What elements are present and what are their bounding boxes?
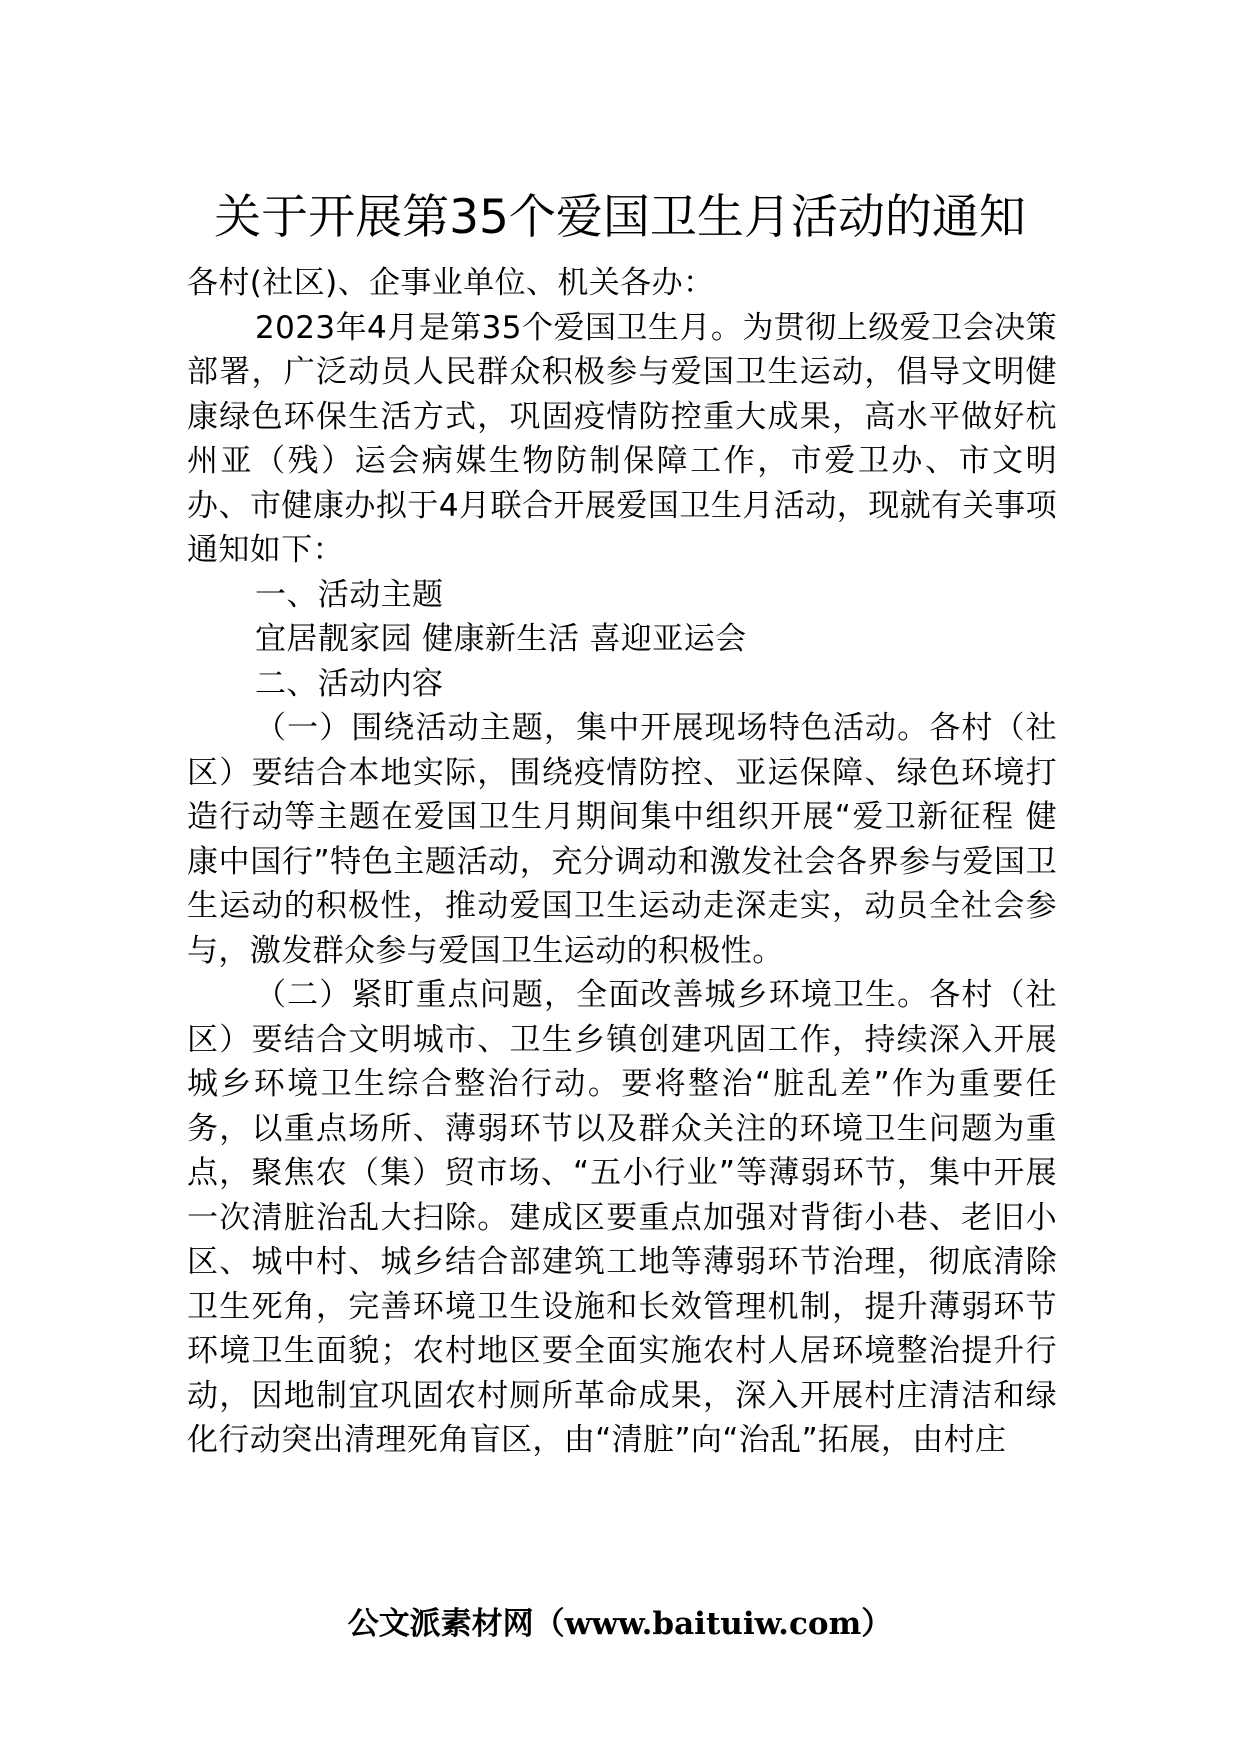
content-item-two: （二）紧盯重点问题，全面改善城乡环境卫生。各村（社区）要结合文明城市、卫生乡镇创建巩固工作，持续深入开展城乡环境卫生综合整治行动。要将整治“脏乱差”作为重要任务，以重点场所、薄弱环节以及群众关注的环境卫生问题为重点，聚焦农（集）贸市场、“五小行业”等薄弱环节，集中开展一次清脏治乱大扫除。建成区要重点加强对背街小巷、老旧小区、城中村、城乡结合部建筑工地等薄弱环节治理，彻底清除卫生死角，完善环境卫生设施和长效管理机制，提升薄弱环节环境卫生面貌；农村地区要全面实施农村人居环境整治提升行动，因地制宜巩固农村厕所革命成果，深入开展村庄清洁和绿化行动突出清理死角盲区，由“清脏”向“治乱”拓展，由村庄	[187, 977, 1057, 1458]
intro-paragraph: 2023年4月是第35个爱国卫生月。为贯彻上级爱卫会决策部署，广泛动员人民群众积极参与爱国卫生运动，倡导文明健康绿色环保生活方式，巩固疫情防控重大成果，高水平做好杭州亚（残）运会病媒生物防制保障工作，市爱卫办、市文明办、市健康办拟于4月联合开展爱国卫生月活动，现就有关事项通知如下：	[187, 309, 1057, 568]
theme-slogan: 宜居靓家园 健康新生活 喜迎亚运会	[255, 621, 747, 657]
section-heading-theme: 一、活动主题	[255, 576, 444, 613]
document-body	[187, 261, 1057, 1463]
addressee-line: 各村(社区)、企事业单位、机关各办：	[187, 265, 715, 301]
document-title: 关于开展第35个爱国卫生月活动的通知	[214, 190, 1026, 245]
content-item-one: （一）围绕活动主题，集中开展现场特色活动。各村（社区）要结合本地实际，围绕疫情防控、亚运保障、绿色环境打造行动等主题在爱国卫生月期间集中组织开展“爱卫新征程 健康中国行”特色主题活动，充分调动和激发社会各界参与爱国卫生运动的积极性，推动爱国卫生运动走深走实，动员全社会参与，激发群众参与爱国卫生运动的积极性。	[187, 710, 1057, 969]
section-heading-content: 二、活动内容	[255, 665, 444, 702]
footer-watermark-text: 公文派素材网（www.baituiw.com）	[347, 1606, 893, 1642]
